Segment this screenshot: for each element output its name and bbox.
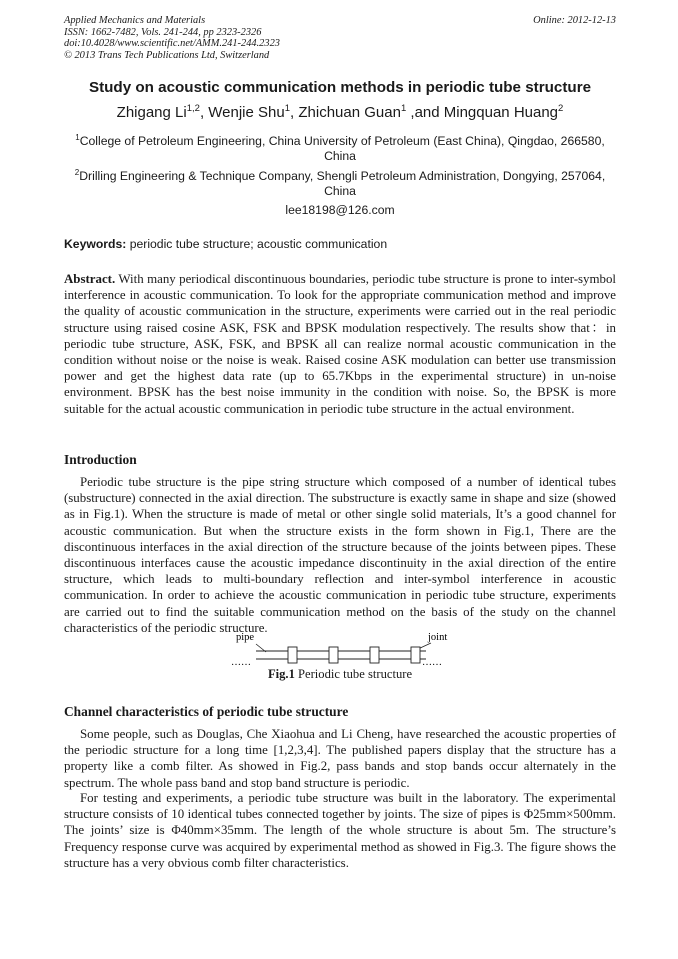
affiliation-text: Drilling Engineering & Technique Company, Shengli Petroleum Administration, Dongying, 257064, China: [79, 169, 606, 199]
figure-label: Fig.1: [267, 667, 295, 681]
joint: [288, 647, 297, 663]
abstract-label: Abstract.: [64, 272, 116, 286]
abstract: [64, 271, 616, 417]
copyright-line: © 2013 Trans Tech Publications Ltd, Switzerland: [64, 49, 270, 61]
author-affiliation-mark: 1: [284, 103, 291, 114]
figure-caption-text: Periodic tube structure: [294, 667, 413, 681]
journal-name: Applied Mechanics and Materials: [64, 15, 206, 26]
keywords-text: periodic tube structure; acoustic communication: [126, 237, 388, 251]
continuation-dots-left: ……: [231, 657, 251, 668]
affiliation-1: [64, 130, 616, 165]
introduction-paragraph: Periodic tube structure is the pipe string structure which composed of a number of identical tubes (substructure) connected in the axial direction. The substructure is exactly same in shape and size (showed as in Fig.1). When the structure is made of metal or other single solid materials, It’s a good channel for acoustic communication. But when the structure exists in the form shown in Fig.1, There are the discontinuous interfaces in the axial direction of the structure because of the joints between pipes. These discontinuous interfaces cause the acoustic impedance discontinuity in the axial direction of the entire structure, which leads to multi-boundary reflection and inter-symbol interference in acoustic communication. In order to achieve the acoustic communication in periodic tube structure, experiments are carried out to find the suitable communication method on the basis of the study on the channel characteristics of the periodic structure.: [64, 475, 616, 635]
channel-heading: Channel characteristics of periodic tube structure: [64, 704, 349, 719]
author-name: Zhichuan Guan: [298, 104, 401, 121]
figure-1-tube-diagram: [226, 628, 456, 668]
author-name: Wenjie Shu: [208, 104, 285, 121]
abstract-text: With many periodical discontinuous boundaries, periodic tube structure is prone to inter-symbol interference in acoustic communication. To look for the appropriate communication method and improve the quality of acoustic communication in the structure, experiments were carried out in the real periodic structure using raised cosine ASK, FSK and BPSK modulation respectively. The results show that：in periodic tube structure, ASK, FSK, and BPSK all can realize normal acoustic communication in the condition without noise or the noise is weak. Raised cosine ASK modulation can better use transmission power and get the highest data rate (up to 65.7Kbps in the experimental structure) in un-noise environment. BPSK has the best noise immunity in the condition with noise. So, the BPSK is more suitable for the actual acoustic communication in periodic tube structure in the actual environment.: [64, 272, 616, 416]
keywords-label: Keywords:: [64, 237, 127, 251]
author-name: Zhigang Li: [116, 104, 187, 121]
figure-1-caption: [64, 667, 616, 682]
author-affiliation-mark: 2: [558, 103, 564, 114]
author-name: Mingquan Huang: [443, 104, 559, 121]
joint: [411, 647, 420, 663]
joint-label: joint: [428, 632, 448, 643]
introduction-heading: Introduction: [64, 452, 137, 467]
pipe-label: pipe: [236, 632, 255, 643]
author-affiliation-mark: 1,2: [186, 103, 200, 114]
joint: [329, 647, 338, 663]
author-separator: ,: [199, 104, 209, 121]
affiliation-mark: 2: [74, 168, 80, 177]
keywords: [64, 237, 616, 251]
paper-title: Study on acoustic communication methods in periodic tube structure: [88, 79, 592, 96]
issn-line: ISSN: 1662-7482, Vols. 241-244, pp 2323-2326: [64, 26, 262, 38]
channel-paragraph-1: Some people, such as Douglas, Che Xiaohua and Li Cheng, have researched the acoustic properties of the periodic structure for a long time [1,2,3,4]. The published papers display that the structure has a property like a comb filter. As showed in Fig.2, pass bands and stop bands occur alternately in the spectrum. The whole pass band and stop band structure is periodic.: [64, 727, 616, 790]
author-separator: ,: [290, 104, 299, 121]
affiliation-text: College of Petroleum Engineering, China University of Petroleum (East China), Qingdao, 266580, China: [79, 134, 605, 164]
affiliation-mark: 1: [75, 133, 80, 142]
journal-header: [64, 15, 616, 61]
contact-email: lee18198@126.com: [285, 203, 395, 217]
continuation-dots-right: ……: [422, 657, 442, 668]
doi-line: doi:10.4028/www.scientific.net/AMM.241-244.2323: [64, 38, 280, 50]
author-affiliation-mark: 1: [400, 103, 407, 114]
channel-paragraph-2: For testing and experiments, a periodic tube structure was built in the laboratory. The experimental structure consists of 10 identical tubes connected together by joints. The size of pipes is Φ25mm×500mm. The joints’ size is Φ40mm×35mm. The length of the whole structure is about 5m. The structure’s Frequency response curve was acquired by experimental method as showed in Fig.3. The figure shows the structure has a very obvious comb filter characteristics.: [64, 791, 616, 870]
affiliation-2: [64, 165, 616, 200]
joint: [370, 647, 379, 663]
author-list: [40, 103, 640, 121]
online-date: Online: 2012-12-13: [533, 15, 616, 26]
author-separator: ,and: [406, 104, 444, 121]
